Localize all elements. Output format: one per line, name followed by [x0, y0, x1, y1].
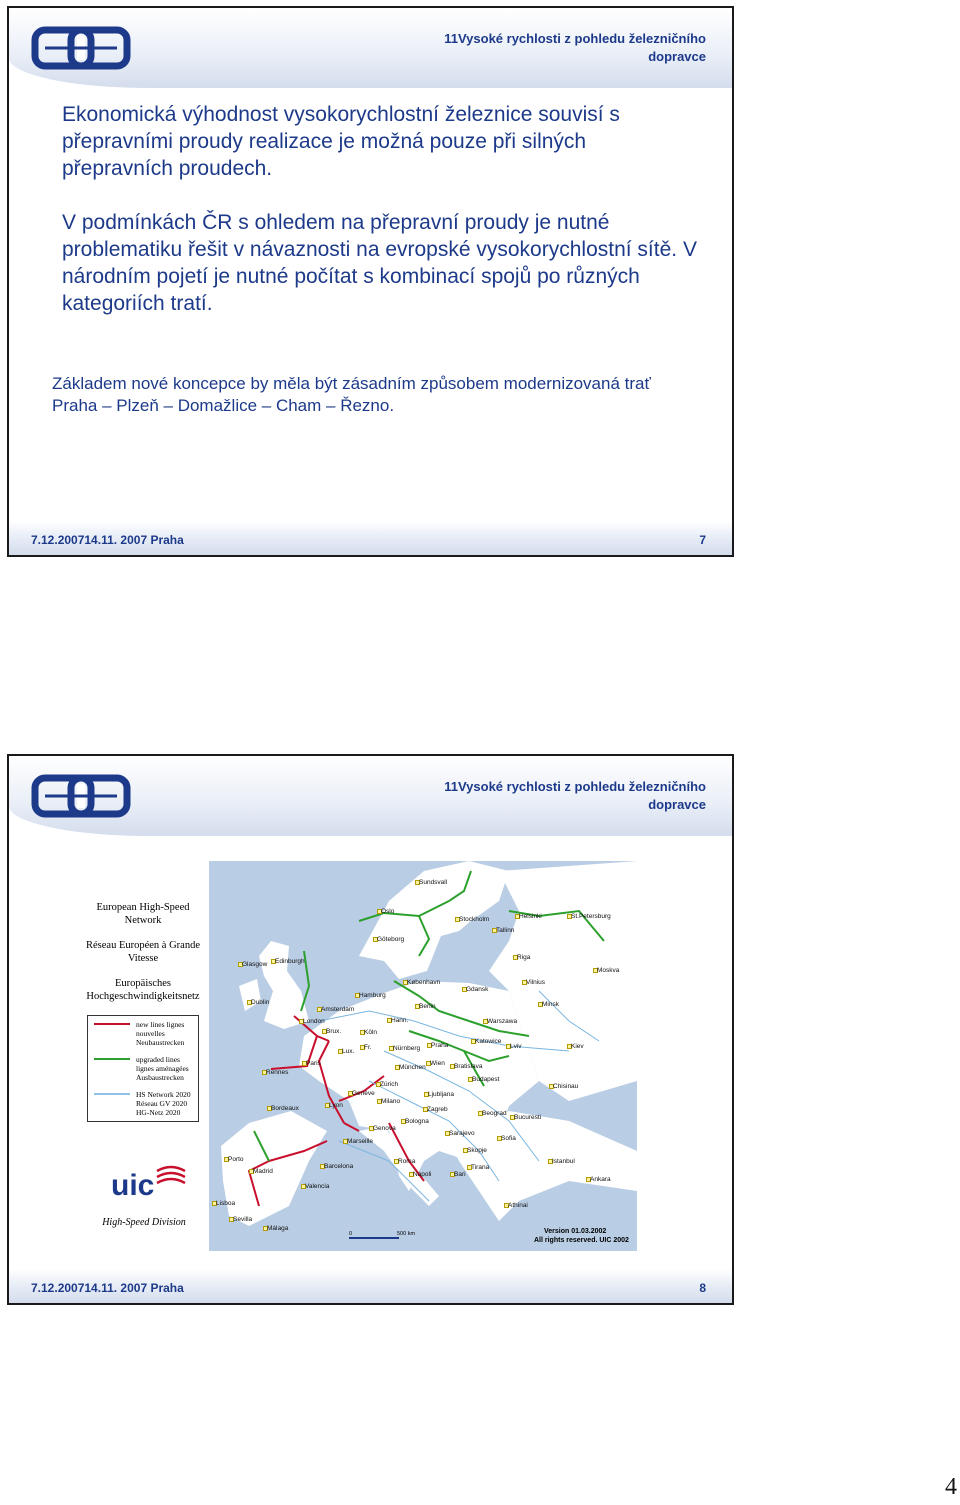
city-label: Bari — [454, 1171, 466, 1178]
uic-caption: High-Speed Division — [102, 1217, 186, 1228]
map-rights: All rights reserved. UIC 2002 — [534, 1237, 629, 1244]
map-legend — [79, 901, 207, 1122]
city-label: Ankara — [590, 1176, 611, 1183]
slide-footer — [9, 1269, 732, 1303]
city-label: Sofia — [501, 1135, 516, 1142]
city-label: Kiev — [571, 1043, 584, 1050]
city-label: Budapest — [472, 1076, 500, 1083]
city-label: Zagreb — [427, 1106, 448, 1113]
city-label: Dublin — [251, 999, 270, 1006]
city-label: Tallinn — [496, 927, 515, 934]
city-label: Stockholm — [459, 916, 490, 923]
city-label: Nürnberg — [393, 1045, 421, 1052]
legend-title-de: Europäisches Hochgeschwindigkeitsnetz — [86, 978, 200, 1002]
scale-bar — [349, 1231, 415, 1238]
city-label: Zürich — [380, 1081, 399, 1088]
legend-label: new lines lignes nouvelles Neubaustrecken — [136, 1020, 185, 1047]
city-label: Paris — [306, 1060, 321, 1067]
city-label: Bucuresti — [514, 1114, 542, 1121]
city-label: München — [399, 1064, 426, 1071]
city-label: Istanbul — [552, 1158, 575, 1165]
legend-item-upgraded-lines — [92, 1055, 194, 1082]
city-label: Edinburgh — [275, 958, 305, 965]
city-label: Málaga — [267, 1225, 289, 1232]
city-label: Riga — [517, 954, 531, 961]
cd-logo — [31, 774, 131, 818]
city-label: Rennes — [266, 1069, 289, 1076]
city-label: Moskva — [597, 967, 620, 974]
slide-footer — [9, 521, 732, 555]
city-label: Hann. — [391, 1017, 409, 1024]
city-label: Wien — [430, 1060, 445, 1067]
city-label: Hamburg — [359, 992, 386, 999]
land-iberia — [221, 1111, 330, 1226]
land-britain — [259, 941, 309, 1029]
city-label: Glasgow — [242, 961, 268, 968]
city-label: Praha — [431, 1042, 449, 1049]
red-line-swatch — [94, 1023, 130, 1025]
city-label: Fr. — [364, 1044, 372, 1051]
document-page-number: 4 — [945, 1474, 957, 1500]
city-label: Helsinki — [519, 913, 542, 920]
city-label: Sarajevo — [449, 1130, 475, 1137]
city-label: Lisboa — [216, 1200, 236, 1207]
footer-date: 7.12.200714.11. 2007 Praha — [31, 533, 184, 547]
city-label: Bologna — [405, 1118, 429, 1125]
map-version: Version 01.03.2002 — [544, 1228, 607, 1235]
city-label: Bratislava — [454, 1063, 483, 1070]
slide-number: 8 — [699, 1281, 706, 1295]
legend-label: upgraded lines lignes aménagées Ausbaustrecken — [136, 1055, 189, 1082]
legend-item-new-lines — [92, 1020, 194, 1047]
city-label: Lviv — [510, 1043, 522, 1050]
city-label: Napoli — [413, 1171, 432, 1178]
slide-8 — [7, 754, 734, 1305]
city-label: Genève — [352, 1090, 375, 1097]
legend-box — [87, 1015, 199, 1122]
city-label: Milano — [381, 1098, 401, 1105]
legend-item-hs-network-2020 — [92, 1090, 194, 1117]
city-label: Sevilla — [233, 1216, 253, 1223]
slide-number: 7 — [699, 533, 706, 547]
city-label: Lyon — [329, 1102, 343, 1109]
scale-end-label: 500 km — [397, 1231, 416, 1237]
header-title: 11Vysoké rychlosti z pohledu železničního dopravce — [444, 779, 706, 812]
paragraph-czech-conditions: V podmínkách ČR s ohledem na přepravní proudy je nutné problematiku řešit v návaznosti na evropské vysokorychlostní sítě. V národním pojetí je nutné počítat s kombinací spojů po různých kategoriích tratí. — [62, 211, 697, 315]
city-label: Skopje — [467, 1147, 487, 1154]
city-label: St.Petersburg — [571, 913, 611, 920]
cd-logo — [31, 26, 131, 70]
city-label: Marseille — [347, 1138, 374, 1145]
city-label: København — [407, 979, 441, 986]
header-title: 11Vysoké rychlosti z pohledu železničního dopravce — [444, 31, 706, 64]
paragraph-economic-viability: Ekonomická výhodnost vysokorychlostní železnice souvisí s přepravními proudy realizace je možná pouze při silných přepravních proudech. — [62, 103, 620, 180]
city-label: Bordeaux — [271, 1105, 299, 1112]
city-label: Porto — [228, 1156, 244, 1163]
city-label: Genova — [373, 1125, 396, 1132]
city-label: Valencia — [305, 1183, 330, 1190]
blue-line-swatch — [94, 1093, 130, 1095]
city-label: Köln — [364, 1029, 378, 1036]
footer-date: 7.12.200714.11. 2007 Praha — [31, 1281, 184, 1295]
legend-label: HS Network 2020 Réseau GV 2020 HG-Netz 2020 — [136, 1090, 191, 1117]
city-label: Katowice — [475, 1038, 502, 1045]
europe-high-speed-map — [209, 861, 637, 1251]
city-label: Tirana — [471, 1164, 490, 1171]
city-label: Beograd — [482, 1110, 507, 1117]
green-line-swatch — [94, 1058, 130, 1060]
city-label: Vilnius — [526, 979, 546, 986]
legend-title-en: European High-Speed Network — [96, 902, 190, 926]
slide-header — [9, 756, 732, 836]
city-label: Warszawa — [487, 1018, 518, 1025]
city-label: Göteborg — [377, 936, 405, 943]
city-label: Brux. — [326, 1028, 342, 1035]
land-ireland — [239, 979, 261, 1011]
slide-header — [9, 8, 732, 88]
city-label: Athinai — [508, 1202, 528, 1209]
city-label: London — [303, 1018, 325, 1025]
city-label: Minsk — [542, 1001, 559, 1008]
city-label: Barcelona — [324, 1163, 354, 1170]
slide-7 — [7, 6, 734, 557]
city-label: Gdansk — [466, 986, 489, 993]
city-label: Amsterdam — [321, 1006, 355, 1013]
city-label: Berlin — [419, 1003, 436, 1010]
city-label: Roma — [398, 1158, 416, 1165]
uic-logo — [107, 1161, 187, 1205]
city-label: Madrid — [253, 1168, 273, 1175]
legend-title-fr: Réseau Européen à Grande Vitesse — [86, 940, 200, 964]
city-label: Sundsvall — [419, 879, 448, 886]
paragraph-new-concept: Základem nové koncepce by měla být zásadním způsobem modernizovaná trať Praha – Plzeň – Domažlice – Cham – Řezno. — [52, 374, 651, 415]
city-label: Ljubljana — [428, 1091, 455, 1098]
scale-start-label: 0 — [349, 1231, 353, 1237]
city-label: Lux. — [342, 1048, 355, 1055]
svg-text:uic: uic — [111, 1169, 155, 1202]
city-label: Chisinau — [553, 1083, 579, 1090]
city-label: Oslo — [381, 908, 395, 915]
